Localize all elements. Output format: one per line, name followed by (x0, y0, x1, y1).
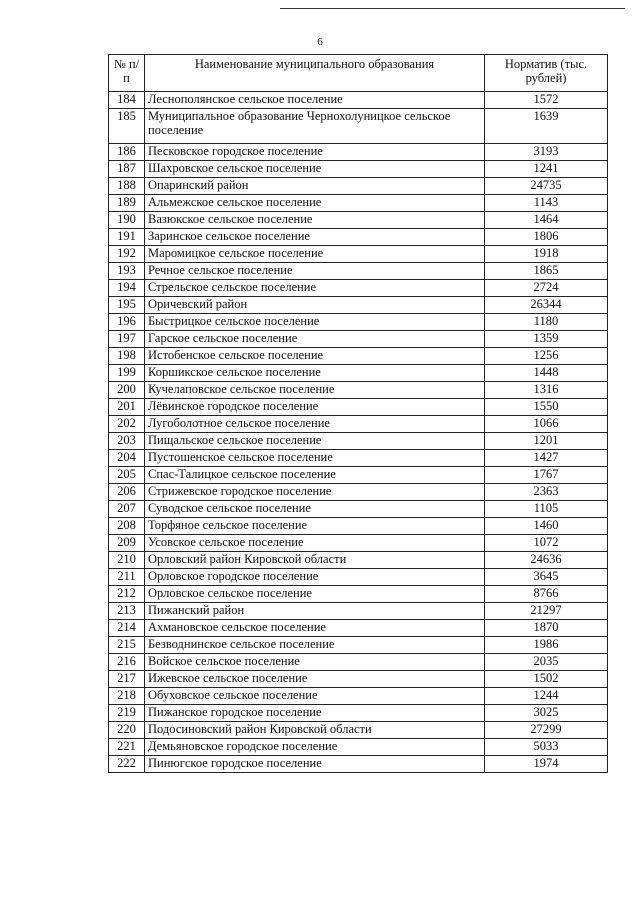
table-row (109, 756, 608, 773)
table-row (109, 552, 608, 569)
table-row (109, 92, 608, 109)
cell-value: 3645 (485, 569, 608, 586)
cell-name: Ижевское сельское поселение (145, 671, 485, 688)
cell-value: 1072 (485, 535, 608, 552)
cell-num: 214 (109, 620, 145, 637)
cell-value: 8766 (485, 586, 608, 603)
cell-name: Пищальское сельское поселение (145, 433, 485, 450)
cell-name: Оричевский район (145, 297, 485, 314)
cell-value: 1502 (485, 671, 608, 688)
cell-value: 1359 (485, 331, 608, 348)
cell-num: 197 (109, 331, 145, 348)
cell-num: 208 (109, 518, 145, 535)
cell-num: 215 (109, 637, 145, 654)
header-num: № п/п (109, 55, 145, 92)
cell-name: Пижанское городское поселение (145, 705, 485, 722)
cell-name: Альмежское сельское поселение (145, 195, 485, 212)
cell-num: 187 (109, 161, 145, 178)
cell-value: 3025 (485, 705, 608, 722)
cell-value: 1870 (485, 620, 608, 637)
cell-value: 24735 (485, 178, 608, 195)
cell-num: 185 (109, 109, 145, 144)
table-row (109, 212, 608, 229)
cell-num: 199 (109, 365, 145, 382)
table-row (109, 144, 608, 161)
cell-value: 21297 (485, 603, 608, 620)
cell-name: Песковское городское поселение (145, 144, 485, 161)
cell-name: Муниципальное образование Чернохолуницкое сельское поселение (145, 109, 485, 144)
cell-num: 222 (109, 756, 145, 773)
cell-num: 188 (109, 178, 145, 195)
table-row (109, 297, 608, 314)
cell-value: 1572 (485, 92, 608, 109)
cell-name: Леснополянское сельское поселение (145, 92, 485, 109)
cell-value: 1974 (485, 756, 608, 773)
cell-num: 204 (109, 450, 145, 467)
cell-num: 201 (109, 399, 145, 416)
cell-name: Торфяное сельское поселение (145, 518, 485, 535)
table-row (109, 416, 608, 433)
table-row (109, 535, 608, 552)
cell-num: 194 (109, 280, 145, 297)
cell-value: 1201 (485, 433, 608, 450)
table-row (109, 654, 608, 671)
cell-value: 24636 (485, 552, 608, 569)
cell-name: Стрижевское городское поселение (145, 484, 485, 501)
table-row (109, 399, 608, 416)
cell-name: Стрельское сельское поселение (145, 280, 485, 297)
cell-value: 1241 (485, 161, 608, 178)
cell-name: Вазюкское сельское поселение (145, 212, 485, 229)
cell-value: 27299 (485, 722, 608, 739)
cell-num: 200 (109, 382, 145, 399)
table-row (109, 314, 608, 331)
cell-value: 1180 (485, 314, 608, 331)
cell-num: 220 (109, 722, 145, 739)
cell-num: 196 (109, 314, 145, 331)
table-row (109, 671, 608, 688)
cell-num: 190 (109, 212, 145, 229)
table-row (109, 195, 608, 212)
cell-name: Маромицкое сельское поселение (145, 246, 485, 263)
cell-name: Лугоболотное сельское поселение (145, 416, 485, 433)
table-row (109, 569, 608, 586)
cell-value: 1865 (485, 263, 608, 280)
cell-name: Ахмановское сельское поселение (145, 620, 485, 637)
cell-name: Демьяновское городское поселение (145, 739, 485, 756)
table-row (109, 484, 608, 501)
table-row (109, 688, 608, 705)
cell-name: Орловское сельское поселение (145, 586, 485, 603)
table-row (109, 331, 608, 348)
table-row (109, 722, 608, 739)
cell-name: Орловское городское поселение (145, 569, 485, 586)
cell-value: 1448 (485, 365, 608, 382)
cell-num: 211 (109, 569, 145, 586)
cell-value: 1460 (485, 518, 608, 535)
header-name: Наименование муниципального образования (145, 55, 485, 92)
cell-value: 5033 (485, 739, 608, 756)
cell-value: 1767 (485, 467, 608, 484)
cell-name: Спас-Талицкое сельское поселение (145, 467, 485, 484)
cell-num: 203 (109, 433, 145, 450)
cell-name: Опаринский район (145, 178, 485, 195)
table-row (109, 229, 608, 246)
cell-num: 193 (109, 263, 145, 280)
cell-num: 192 (109, 246, 145, 263)
table-row (109, 433, 608, 450)
table-row (109, 178, 608, 195)
cell-value: 2363 (485, 484, 608, 501)
cell-value: 1105 (485, 501, 608, 518)
cell-name: Усовское сельское поселение (145, 535, 485, 552)
cell-value: 3193 (485, 144, 608, 161)
table-row (109, 705, 608, 722)
cell-name: Кучелаповское сельское поселение (145, 382, 485, 399)
cell-name: Пустошенское сельское поселение (145, 450, 485, 467)
table-row (109, 365, 608, 382)
table-row (109, 280, 608, 297)
cell-name: Коршикское сельское поселение (145, 365, 485, 382)
cell-num: 219 (109, 705, 145, 722)
cell-name: Войское сельское поселение (145, 654, 485, 671)
cell-num: 217 (109, 671, 145, 688)
cell-name: Истобенское сельское поселение (145, 348, 485, 365)
cell-num: 205 (109, 467, 145, 484)
cell-num: 184 (109, 92, 145, 109)
table-row (109, 501, 608, 518)
table-row (109, 603, 608, 620)
cell-num: 202 (109, 416, 145, 433)
cell-num: 209 (109, 535, 145, 552)
cell-value: 1918 (485, 246, 608, 263)
table-row (109, 348, 608, 365)
cell-name: Суводское сельское поселение (145, 501, 485, 518)
table-row (109, 586, 608, 603)
cell-num: 191 (109, 229, 145, 246)
cell-name: Шахровское сельское поселение (145, 161, 485, 178)
cell-value: 1806 (485, 229, 608, 246)
cell-value: 1464 (485, 212, 608, 229)
table-row (109, 109, 608, 144)
top-rule (280, 8, 625, 9)
cell-name: Обуховское сельское поселение (145, 688, 485, 705)
cell-num: 212 (109, 586, 145, 603)
cell-name: Быстрицкое сельское поселение (145, 314, 485, 331)
cell-num: 216 (109, 654, 145, 671)
page-number: 6 (317, 36, 323, 48)
cell-name: Заринское сельское поселение (145, 229, 485, 246)
cell-num: 210 (109, 552, 145, 569)
cell-name: Лёвинское городское поселение (145, 399, 485, 416)
cell-num: 198 (109, 348, 145, 365)
table-row (109, 637, 608, 654)
table-row (109, 450, 608, 467)
table-row (109, 620, 608, 637)
cell-value: 1256 (485, 348, 608, 365)
cell-num: 207 (109, 501, 145, 518)
header-value: Норматив (тыс. рублей) (485, 55, 608, 92)
cell-value: 26344 (485, 297, 608, 314)
cell-num: 221 (109, 739, 145, 756)
cell-name: Пинюгское городское поселение (145, 756, 485, 773)
cell-name: Гарское сельское поселение (145, 331, 485, 348)
table-row (109, 467, 608, 484)
cell-value: 1244 (485, 688, 608, 705)
cell-name: Орловский район Кировской области (145, 552, 485, 569)
cell-value: 1316 (485, 382, 608, 399)
cell-num: 189 (109, 195, 145, 212)
table-row (109, 739, 608, 756)
cell-value: 1639 (485, 109, 608, 144)
cell-name: Безводнинское сельское поселение (145, 637, 485, 654)
cell-value: 2724 (485, 280, 608, 297)
cell-value: 1427 (485, 450, 608, 467)
cell-num: 206 (109, 484, 145, 501)
table-row (109, 246, 608, 263)
cell-name: Подосиновский район Кировской области (145, 722, 485, 739)
cell-num: 186 (109, 144, 145, 161)
cell-value: 1986 (485, 637, 608, 654)
cell-num: 218 (109, 688, 145, 705)
cell-value: 1066 (485, 416, 608, 433)
cell-num: 213 (109, 603, 145, 620)
cell-num: 195 (109, 297, 145, 314)
table-row (109, 161, 608, 178)
cell-value: 1550 (485, 399, 608, 416)
cell-name: Речное сельское поселение (145, 263, 485, 280)
table-row (109, 263, 608, 280)
table-row (109, 382, 608, 399)
cell-value: 1143 (485, 195, 608, 212)
cell-value: 2035 (485, 654, 608, 671)
cell-name: Пижанский район (145, 603, 485, 620)
table-header-row (109, 55, 608, 92)
table-row (109, 518, 608, 535)
norms-table (108, 54, 608, 773)
